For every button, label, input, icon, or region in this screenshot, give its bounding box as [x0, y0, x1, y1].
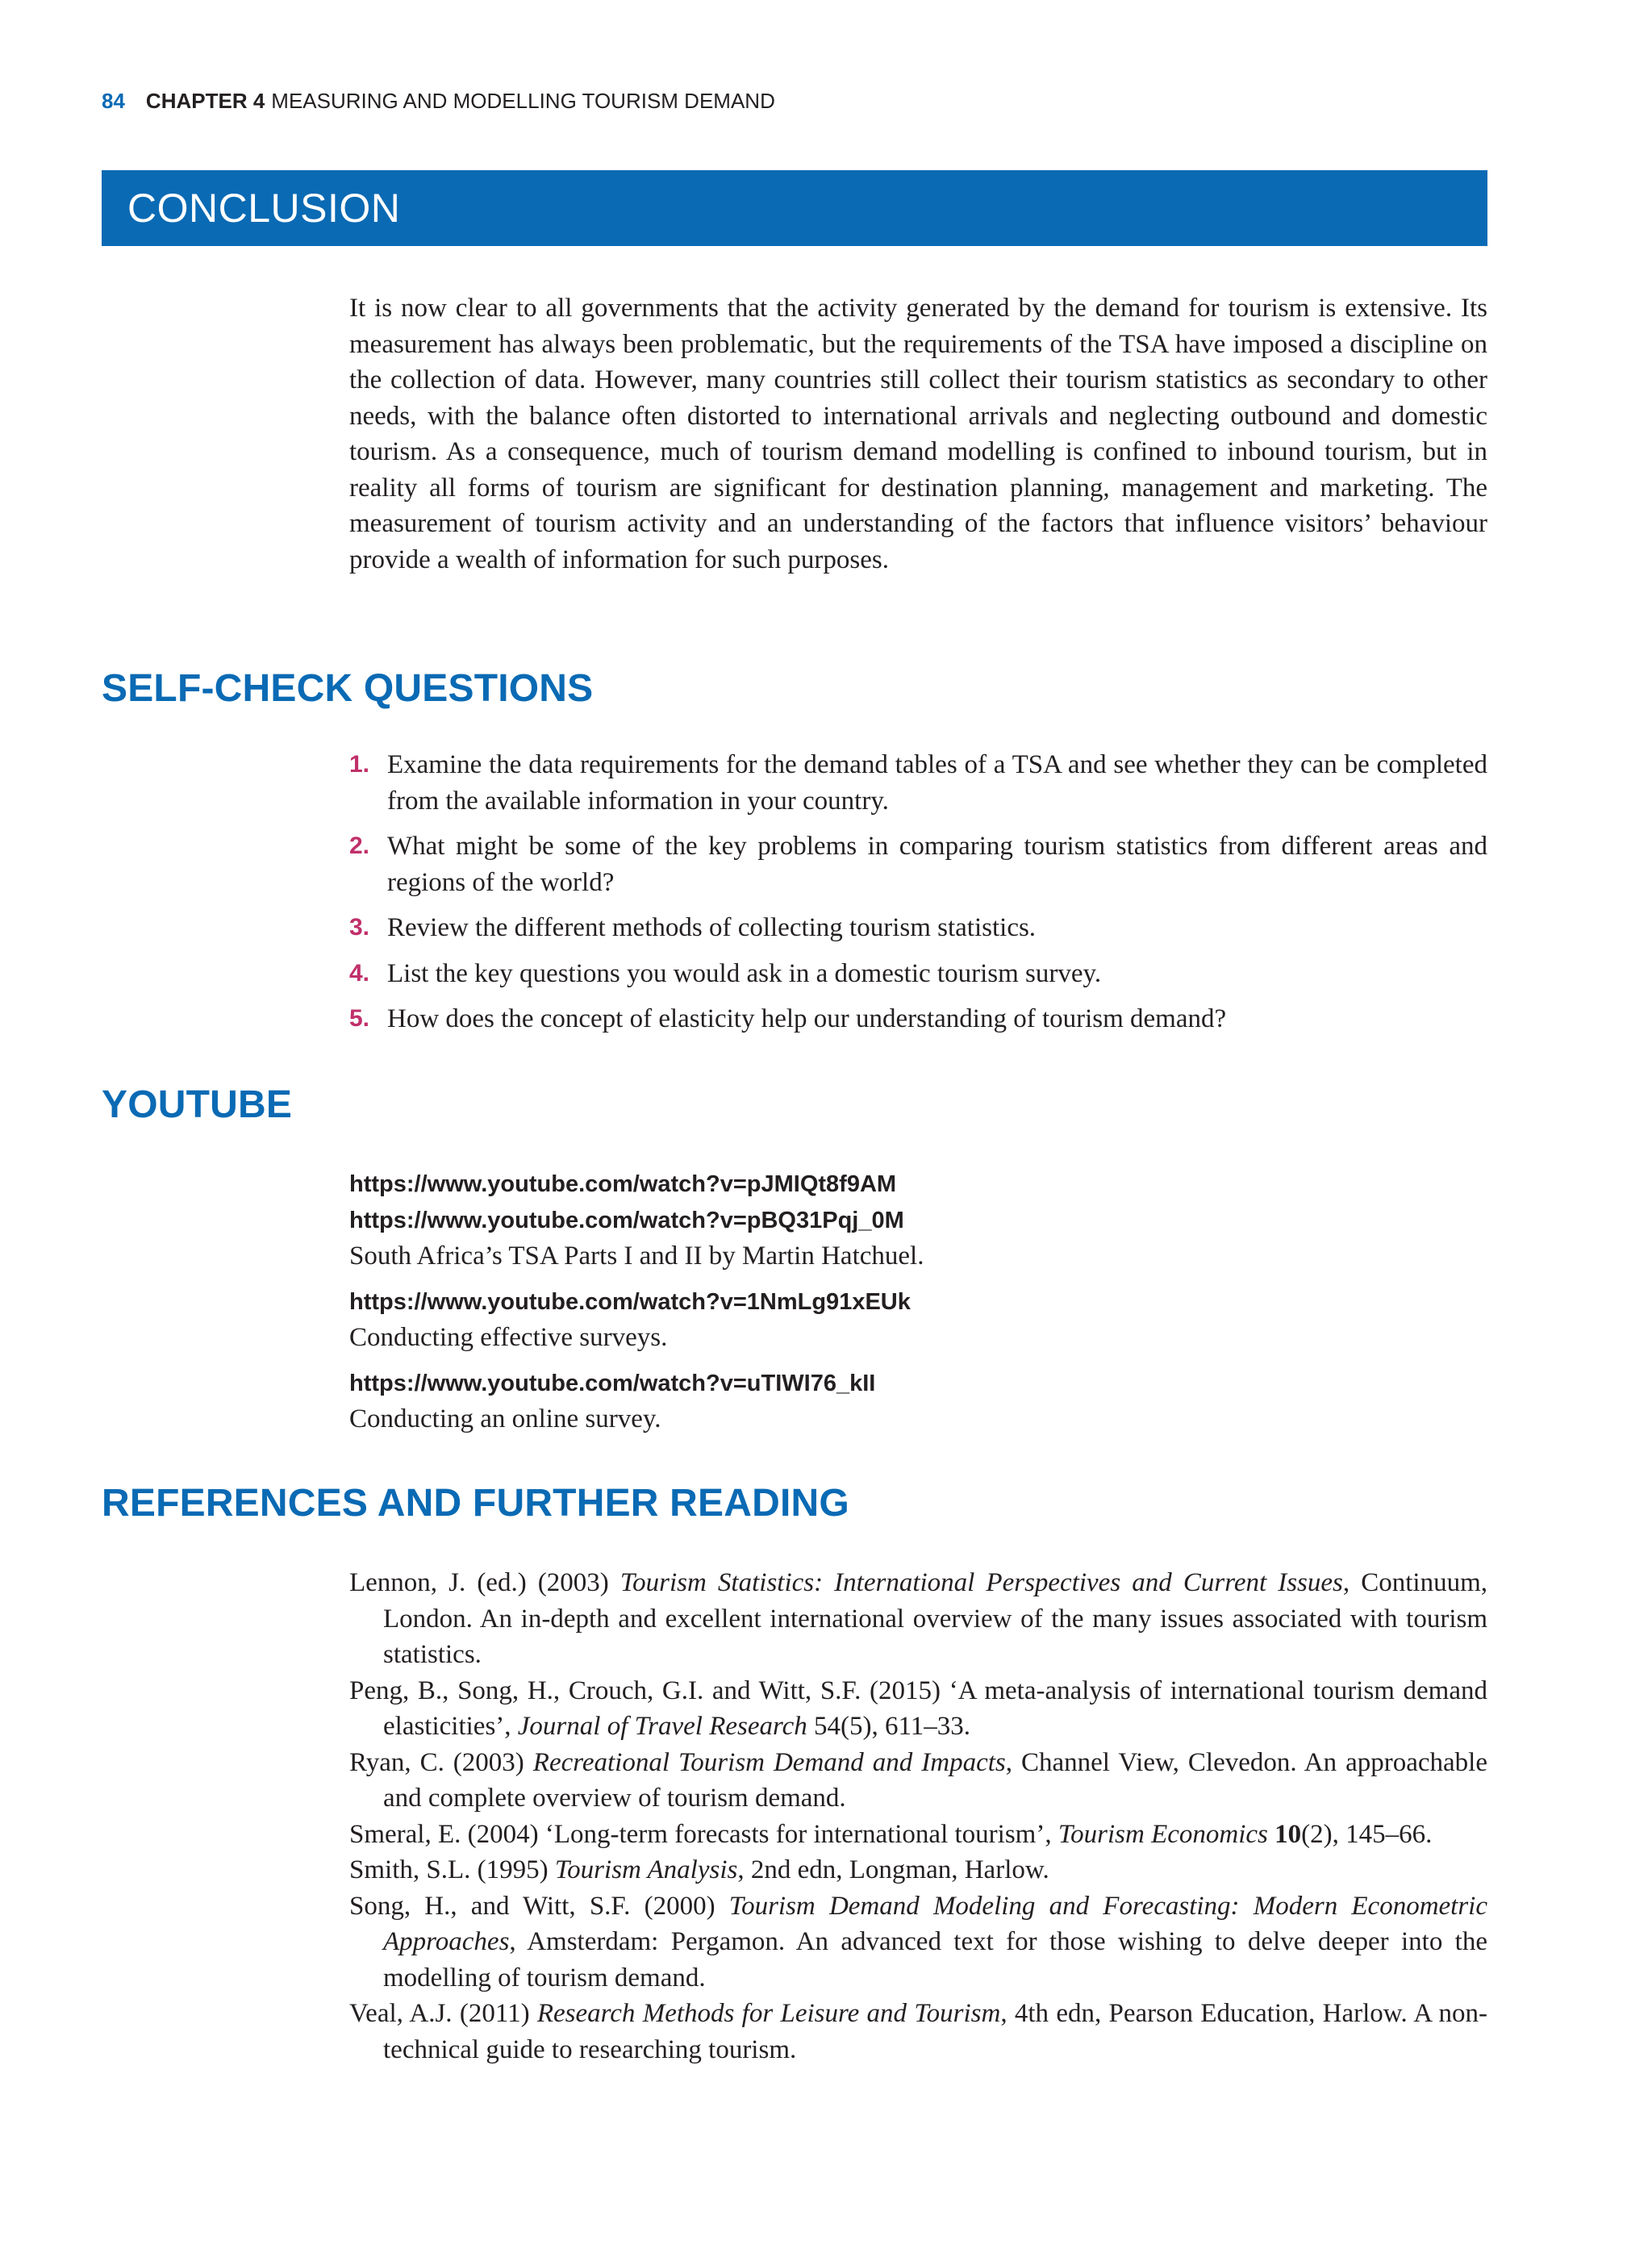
youtube-section: [349, 1166, 1487, 1447]
self-check-heading: SELF-CHECK QUESTIONS: [102, 667, 594, 710]
question-item: [349, 1001, 1487, 1037]
question-text: Review the different methods of collecting tourism statistics.: [387, 913, 1037, 942]
question-number: 4.: [349, 959, 370, 987]
reference-text: , Channel View, Clevedon. An approachable and complete overview of tourism demand.: [383, 1747, 1488, 1813]
reference-item: [349, 1817, 1487, 1853]
youtube-link[interactable]: https://www.youtube.com/watch?v=pBQ31Pqj_0M: [349, 1207, 904, 1233]
reference-text: (2), 145–66.: [1301, 1819, 1433, 1849]
conclusion-paragraph: It is now clear to all governments that the activity generated by the demand for tourism is extensive. Its measurement has always been problematic, but the requirements of the TSA have imposed a discipline on the collection of data. However, many countries still collect their tourism statistics as secondary to other needs, with the balance often distorted to international arrivals and neglecting outbound and domestic tourism. As a consequence, much of tourism demand modelling is confined to inbound tourism, but in reality all forms of tourism are significant for destination planning, management and marketing. The measurement of tourism activity and an understanding of the factors that influence visitors’ behaviour provide a wealth of information for such purposes.: [349, 294, 1487, 574]
page-number: 84: [102, 89, 125, 113]
reference-text: Ryan, C. (2003): [349, 1747, 533, 1777]
question-number: 5.: [349, 1005, 370, 1032]
reference-item: [349, 1996, 1487, 2068]
question-number: 2.: [349, 832, 370, 859]
question-text: How does the concept of elasticity help our understanding of tourism demand?: [387, 1004, 1227, 1033]
youtube-link[interactable]: https://www.youtube.com/watch?v=uTIWI76_kII: [349, 1370, 876, 1396]
youtube-link[interactable]: https://www.youtube.com/watch?v=1NmLg91xEUk: [349, 1288, 911, 1315]
reference-title: Journal of Travel Research: [517, 1712, 807, 1741]
reference-text: Smith, S.L. (1995): [349, 1855, 555, 1884]
reference-text: Song, H., and Witt, S.F. (2000): [349, 1891, 729, 1921]
question-item: [349, 747, 1487, 819]
reference-item: [349, 1852, 1487, 1888]
running-header: [102, 89, 775, 114]
reference-text: , Continuum, London. An in-depth and excellent international overview of the many issues associated with tourism statistics.: [383, 1568, 1487, 1669]
references-section: [349, 1565, 1487, 2068]
reference-item: [349, 1673, 1487, 1745]
conclusion-banner: [102, 170, 1487, 246]
question-text: What might be some of the key problems in comparing tourism statistics from different areas and regions of the world?: [387, 832, 1487, 897]
question-number: 1.: [349, 751, 370, 778]
self-check-section: [349, 747, 1487, 1047]
youtube-description: Conducting an online survey.: [349, 1404, 661, 1433]
reference-text: Smeral, E. (2004) ‘Long-term forecasts for international tourism’,: [349, 1819, 1058, 1849]
reference-text: , 2nd edn, Longman, Harlow.: [737, 1855, 1049, 1884]
reference-text: Veal, A.J. (2011): [349, 1999, 537, 2028]
youtube-heading: YOUTUBE: [102, 1083, 293, 1126]
reference-title: Recreational Tourism Demand and Impacts: [532, 1747, 1006, 1777]
reference-title: Tourism Analysis: [554, 1855, 738, 1884]
question-item: [349, 956, 1487, 992]
youtube-entry: [349, 1166, 1487, 1275]
reference-title: Research Methods for Leisure and Tourism: [536, 1999, 1001, 2028]
reference-item: [349, 1888, 1487, 1997]
reference-text: Peng, B., Song, H., Crouch, G.I. and Witt, S.F. (2015) ‘A meta-analysis of international tourism demand elasticities’,: [349, 1675, 1487, 1741]
chapter-title: MEASURING AND MODELLING TOURISM DEMAND: [271, 89, 775, 113]
reference-item: [349, 1565, 1487, 1673]
youtube-entry: [349, 1366, 1487, 1438]
reference-title: Tourism Statistics: International Perspectives and Current Issues: [620, 1568, 1343, 1597]
reference-text: Lennon, J. (ed.) (2003): [349, 1568, 620, 1597]
youtube-link[interactable]: https://www.youtube.com/watch?v=pJMIQt8f9AM: [349, 1171, 897, 1197]
youtube-description: Conducting effective surveys.: [349, 1323, 668, 1352]
question-list: [349, 747, 1487, 1037]
reference-title: Tourism Demand Modeling and Forecasting: Modern Econometric Approaches: [383, 1891, 1487, 1956]
references-heading: REFERENCES AND FURTHER READING: [102, 1482, 849, 1525]
reference-title: Tourism Economics: [1058, 1819, 1268, 1849]
question-text: List the key questions you would ask in a domestic tourism survey.: [387, 958, 1102, 988]
conclusion-heading: CONCLUSION: [127, 186, 401, 231]
reference-text: 54(5), 611–33.: [807, 1712, 971, 1741]
youtube-entry: [349, 1284, 1487, 1356]
chapter-label: CHAPTER 4: [145, 89, 265, 113]
question-number: 3.: [349, 914, 370, 941]
reference-text: , 4th edn, Pearson Education, Harlow. A non-technical guide to researching tourism.: [383, 1999, 1487, 2064]
youtube-description: South Africa’s TSA Parts I and II by Martin Hatchuel.: [349, 1241, 924, 1271]
reference-volume: 10: [1274, 1819, 1302, 1849]
reference-text: , Amsterdam: Pergamon. An advanced text for those wishing to delve deeper into the modelling of tourism demand.: [383, 1927, 1487, 1993]
question-text: Examine the data requirements for the demand tables of a TSA and see whether they can be completed from the available information in your country.: [387, 750, 1487, 816]
question-item: [349, 828, 1487, 900]
question-item: [349, 910, 1487, 946]
reference-item: [349, 1745, 1487, 1817]
conclusion-section: [349, 290, 1487, 578]
